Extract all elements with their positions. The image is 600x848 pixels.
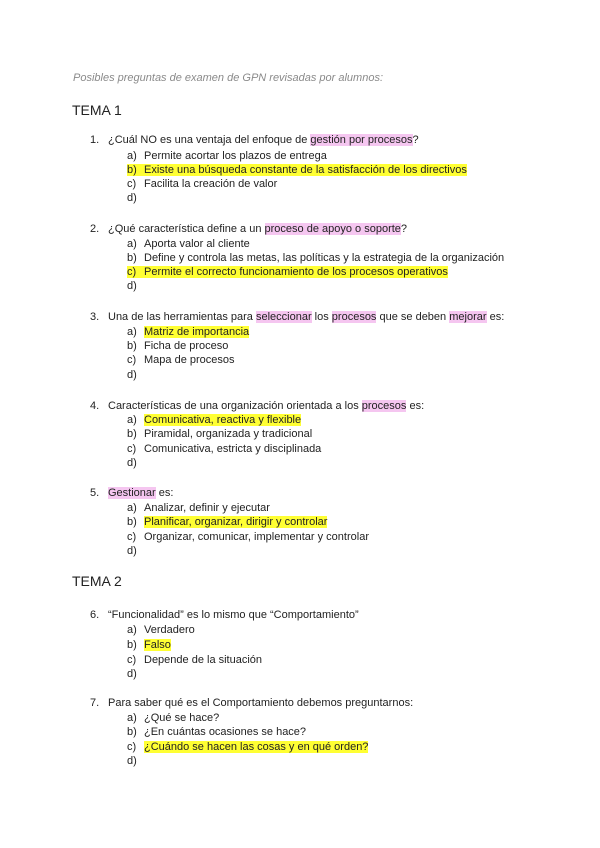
question-4: 4. Características de una organización orientada a los procesos es: <box>90 400 425 412</box>
option-c-correct: c) ¿Cuándo se hacen las cosas y en qué orden? <box>127 741 369 753</box>
option-b: b) Piramidal, organizada y tradicional <box>127 428 313 440</box>
question-text: ¿Cuál NO es una ventaja del enfoque de <box>108 134 311 146</box>
section-heading-tema-1: TEMA 1 <box>72 102 122 118</box>
highlighted-term: seleccionar <box>255 311 312 323</box>
question-number: 1. <box>90 134 100 146</box>
option-b: b) Define y controla las metas, las políticas y la estrategia de la organización <box>127 252 505 264</box>
option-c: c) Comunicativa, estricta y disciplinada <box>127 443 322 455</box>
highlighted-term: gestión por procesos <box>310 134 413 146</box>
option-b-correct: b) Existe una búsqueda constante de la satisfacción de los directivos <box>127 164 467 176</box>
option-b: b) ¿En cuántas ocasiones se hace? <box>127 726 307 738</box>
option-d: d) <box>127 668 137 680</box>
option-a-correct: a) Comunicativa, reactiva y flexible <box>127 414 302 426</box>
highlighted-term: Gestionar <box>108 487 156 499</box>
option-d: d) <box>127 369 137 381</box>
option-b: b) Ficha de proceso <box>127 340 229 352</box>
option-c: c) Organizar, comunicar, implementar y controlar <box>127 531 369 543</box>
question-6: 6. “Funcionalidad” es lo mismo que “Comportamiento” <box>90 609 359 621</box>
option-d: d) <box>127 280 137 292</box>
option-c-correct: c) Permite el correcto funcionamiento de los procesos operativos <box>127 266 448 278</box>
option-a: a) Analizar, definir y ejecutar <box>127 502 270 514</box>
option-a: a) ¿Qué se hace? <box>127 712 220 724</box>
option-c: c) Depende de la situación <box>127 654 263 666</box>
question-7: 7. Para saber qué es el Comportamiento debemos preguntarnos: <box>90 697 414 709</box>
option-b-correct: b) Falso <box>127 639 171 651</box>
highlighted-term: mejorar <box>449 311 487 323</box>
option-b-correct: b) Planificar, organizar, dirigir y controlar <box>127 516 328 528</box>
question-text: ? <box>412 134 419 146</box>
option-d: d) <box>127 545 137 557</box>
option-a-correct: a) Matriz de importancia <box>127 326 250 338</box>
highlighted-term: proceso de apoyo o soporte <box>264 223 401 235</box>
question-3: 3. Una de las herramientas para seleccionar los procesos que se deben mejorar es: <box>90 311 505 323</box>
option-a: a) Permite acortar los plazos de entrega <box>127 150 327 162</box>
section-heading-tema-2: TEMA 2 <box>72 573 122 589</box>
option-a: a) Verdadero <box>127 624 195 636</box>
option-a: a) Aporta valor al cliente <box>127 238 250 250</box>
highlighted-term: procesos <box>331 311 377 323</box>
question-1 <box>90 133 419 147</box>
option-d: d) <box>127 192 137 204</box>
document-subtitle: Posibles preguntas de examen de GPN revisadas por alumnos: <box>73 72 384 84</box>
option-d: d) <box>127 755 137 767</box>
question-5: 5. Gestionar es: <box>90 487 174 499</box>
option-c: c) Facilita la creación de valor <box>127 178 278 190</box>
option-c: c) Mapa de procesos <box>127 354 235 366</box>
option-d: d) <box>127 457 137 469</box>
question-2: 2. ¿Qué característica define a un proceso de apoyo o soporte? <box>90 223 408 235</box>
highlighted-term: procesos <box>361 400 407 412</box>
